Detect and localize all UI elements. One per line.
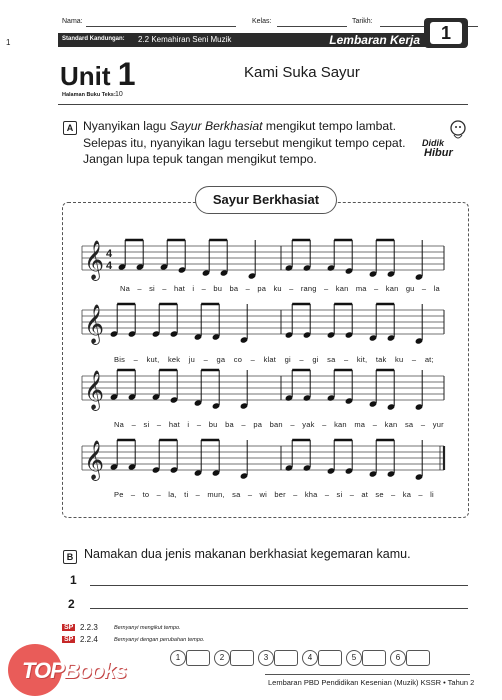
lyric-syllable: si (143, 420, 150, 429)
lyric-syllable: – (391, 490, 396, 499)
lyric-syllable: Na (114, 420, 124, 429)
lyrics-line-2 (114, 355, 434, 364)
lyric-syllable: kan (334, 420, 347, 429)
lyrics-line-3 (114, 420, 444, 429)
lyric-syllable: Na (120, 284, 130, 293)
lyric-syllable: si (336, 490, 343, 499)
answer-2-label: 2 (68, 597, 75, 611)
lyric-syllable: – (372, 420, 378, 429)
lyric-syllable: kek (167, 355, 181, 364)
lyric-syllable: se (375, 490, 384, 499)
lyric-syllable: at; (424, 355, 434, 364)
lyric-syllable: sa (327, 355, 336, 364)
section-b-badge: B (63, 550, 77, 564)
lyric-syllable: – (374, 284, 379, 293)
answer-2-field[interactable] (90, 608, 468, 609)
lyric-syllable: – (324, 284, 329, 293)
mastery-level-number: 1 (170, 650, 186, 666)
textbook-page: 10 (115, 91, 123, 98)
lyric-syllable: si (149, 284, 155, 293)
lyric-syllable: rang (300, 284, 317, 293)
lyric-syllable: ber (274, 490, 286, 499)
answer-1-field[interactable] (90, 585, 468, 586)
lyric-syllable: ku (395, 355, 404, 364)
lyric-syllable: pa (257, 284, 267, 293)
lyric-syllable: sa (404, 420, 414, 429)
lyric-syllable: kit, (356, 355, 368, 364)
unit-label: Unit (60, 61, 111, 91)
mastery-level-checkbox[interactable] (406, 650, 430, 666)
mastery-level-checkbox[interactable] (318, 650, 342, 666)
treble-clef-icon: 𝄞 (84, 304, 105, 344)
lyric-syllable: bu (213, 284, 223, 293)
textbook-label: Halaman Buku Teks: (62, 92, 116, 98)
lyric-syllable: tak (375, 355, 387, 364)
lyric-syllable: ka (402, 490, 412, 499)
lyric-syllable: – (349, 490, 355, 499)
lyric-syllable: – (344, 355, 349, 364)
mastery-level-number: 6 (390, 650, 406, 666)
lyric-syllable: – (420, 420, 426, 429)
date-label: Tarikh: (352, 18, 373, 25)
sp-badge: SP (64, 624, 74, 631)
lyric-syllable: ba (229, 284, 239, 293)
lyric-syllable: Pe (114, 490, 124, 499)
lyric-syllable: ti (184, 490, 189, 499)
lyrics-line-4 (114, 490, 434, 499)
class-label: Kelas: (252, 18, 272, 25)
mastery-level-number: 3 (258, 650, 274, 666)
lyric-syllable: mun, (207, 490, 225, 499)
mastery-level-number: 2 (214, 650, 230, 666)
lyric-syllable: gu (405, 284, 415, 293)
logo-text-1: Didik (422, 138, 445, 148)
worksheet-title: Lembaran Kerja (329, 33, 420, 47)
lyric-syllable: ban (269, 420, 283, 429)
lyric-syllable: ma (354, 420, 366, 429)
logo-text-2: Hibur (424, 147, 453, 159)
lyric-syllable: – (411, 355, 417, 364)
lyric-syllable: – (130, 490, 136, 499)
standard-label: Standard Kandungan: (62, 36, 125, 42)
lyric-syllable: to (142, 490, 150, 499)
lyric-syllable: sa (232, 490, 241, 499)
worksheet-number: 1 (430, 22, 462, 44)
lyric-syllable: bu (208, 420, 218, 429)
lyrics-line-1 (120, 284, 440, 293)
lyric-syllable: – (418, 490, 423, 499)
topbooks-watermark (8, 640, 158, 696)
time-signature-top: 4 (106, 248, 113, 260)
standard-desc: Bernyanyi mengikut tempo. (114, 625, 181, 631)
lyric-syllable: – (290, 420, 295, 429)
lyric-syllable: – (293, 490, 298, 499)
unit-number: 1 (117, 56, 136, 92)
instruction-song-name: Sayur Berkhasiat (169, 119, 263, 133)
time-signature-bottom: 4 (106, 260, 113, 272)
standard-desc: Bernyanyi dengan perubahan tempo. (114, 637, 205, 643)
mastery-level-checkbox[interactable] (186, 650, 210, 666)
lyric-syllable: – (324, 490, 330, 499)
lyric-syllable: – (195, 490, 201, 499)
lyric-syllable: yur (432, 420, 444, 429)
footer-bar (265, 674, 470, 675)
sp-badge: SP (64, 636, 74, 643)
lyric-syllable: – (196, 420, 202, 429)
lyric-syllable: – (203, 355, 208, 364)
lyric-syllable: hat (174, 284, 186, 293)
lyric-syllable: ju (188, 355, 196, 364)
lyric-syllable: – (131, 420, 136, 429)
lyric-syllable: – (133, 355, 138, 364)
lyric-syllable: – (421, 284, 427, 293)
mastery-level-number: 4 (302, 650, 318, 666)
lyric-syllable: co (233, 355, 243, 364)
lyric-syllable: – (201, 284, 207, 293)
name-label: Nama: (62, 18, 83, 25)
margin-page-marker: 1 (6, 38, 11, 47)
lyric-syllable: – (247, 490, 253, 499)
lyric-syllable: – (156, 420, 162, 429)
lyric-syllable: li (430, 490, 434, 499)
standard-value: 2.2 Kemahiran Seni Muzik (138, 35, 232, 44)
lyric-syllable: Bis (114, 355, 126, 364)
lyric-syllable: ku (273, 284, 282, 293)
watermark-text: TOPBooks (22, 658, 127, 683)
lyric-syllable: ba (225, 420, 234, 429)
mastery-level-checkbox[interactable] (362, 650, 386, 666)
lyric-syllable: – (156, 490, 161, 499)
lyric-syllable: – (137, 284, 142, 293)
treble-clef-icon: 𝄞 (84, 240, 105, 280)
lyric-syllable: i (187, 420, 190, 429)
lyric-syllable: klat (263, 355, 277, 364)
section-a-badge: A (63, 121, 77, 135)
standard-item (62, 624, 312, 636)
mastery-level-checkbox[interactable] (230, 650, 254, 666)
lyric-syllable: at (361, 490, 369, 499)
song-title-box: Sayur Berkhasiat (195, 186, 337, 214)
lyric-syllable: kut, (146, 355, 160, 364)
lyric-syllable: ga (216, 355, 226, 364)
lyric-syllable: kan (384, 420, 398, 429)
lyric-syllable: yak (302, 420, 315, 429)
lyric-syllable: kha (304, 490, 318, 499)
treble-clef-icon: 𝄞 (84, 370, 105, 410)
lyric-syllable: – (322, 420, 327, 429)
mastery-level-checkbox[interactable] (274, 650, 298, 666)
unit-title: Kami Suka Sayur (244, 64, 360, 81)
standard-code: 2.2.3 (80, 623, 98, 632)
lyric-syllable: gi (312, 355, 319, 364)
lyric-syllable: gi (284, 355, 291, 364)
mastery-level-number: 5 (346, 650, 362, 666)
lyric-syllable: – (289, 284, 294, 293)
lyric-syllable: kan (385, 284, 399, 293)
answer-1-label: 1 (70, 573, 77, 587)
lyric-syllable: i (192, 284, 195, 293)
section-b-instruction: Namakan dua jenis makanan berkhasiat kegemaran kamu. (84, 547, 411, 561)
lyric-syllable: la, (168, 490, 177, 499)
instruction-text-2: mengikut tempo lambat. Selepas itu, nyanyikan lagu tersebut mengikut tempo cepat. Jangan lupa tepuk tangan mengikut tempo. (83, 119, 406, 166)
lyric-syllable: – (299, 355, 304, 364)
lyric-syllable: – (241, 420, 246, 429)
lyric-syllable: – (162, 284, 167, 293)
footer-text: Lembaran PBD Pendidikan Kesenian (Muzik) KSSR • Tahun 2 (268, 678, 475, 687)
lyric-syllable: – (245, 284, 250, 293)
lyric-syllable: ma (355, 284, 367, 293)
lyric-syllable: pa (253, 420, 263, 429)
lyric-syllable: hat (168, 420, 180, 429)
treble-clef-icon: 𝄞 (84, 440, 105, 480)
lyric-syllable: kan (335, 284, 349, 293)
lyric-syllable: wi (259, 490, 267, 499)
lyric-syllable: la (433, 284, 440, 293)
instruction-text-1: Nyanyikan lagu (83, 119, 170, 133)
standard-code: 2.2.4 (80, 635, 98, 644)
lyric-syllable: – (250, 355, 256, 364)
